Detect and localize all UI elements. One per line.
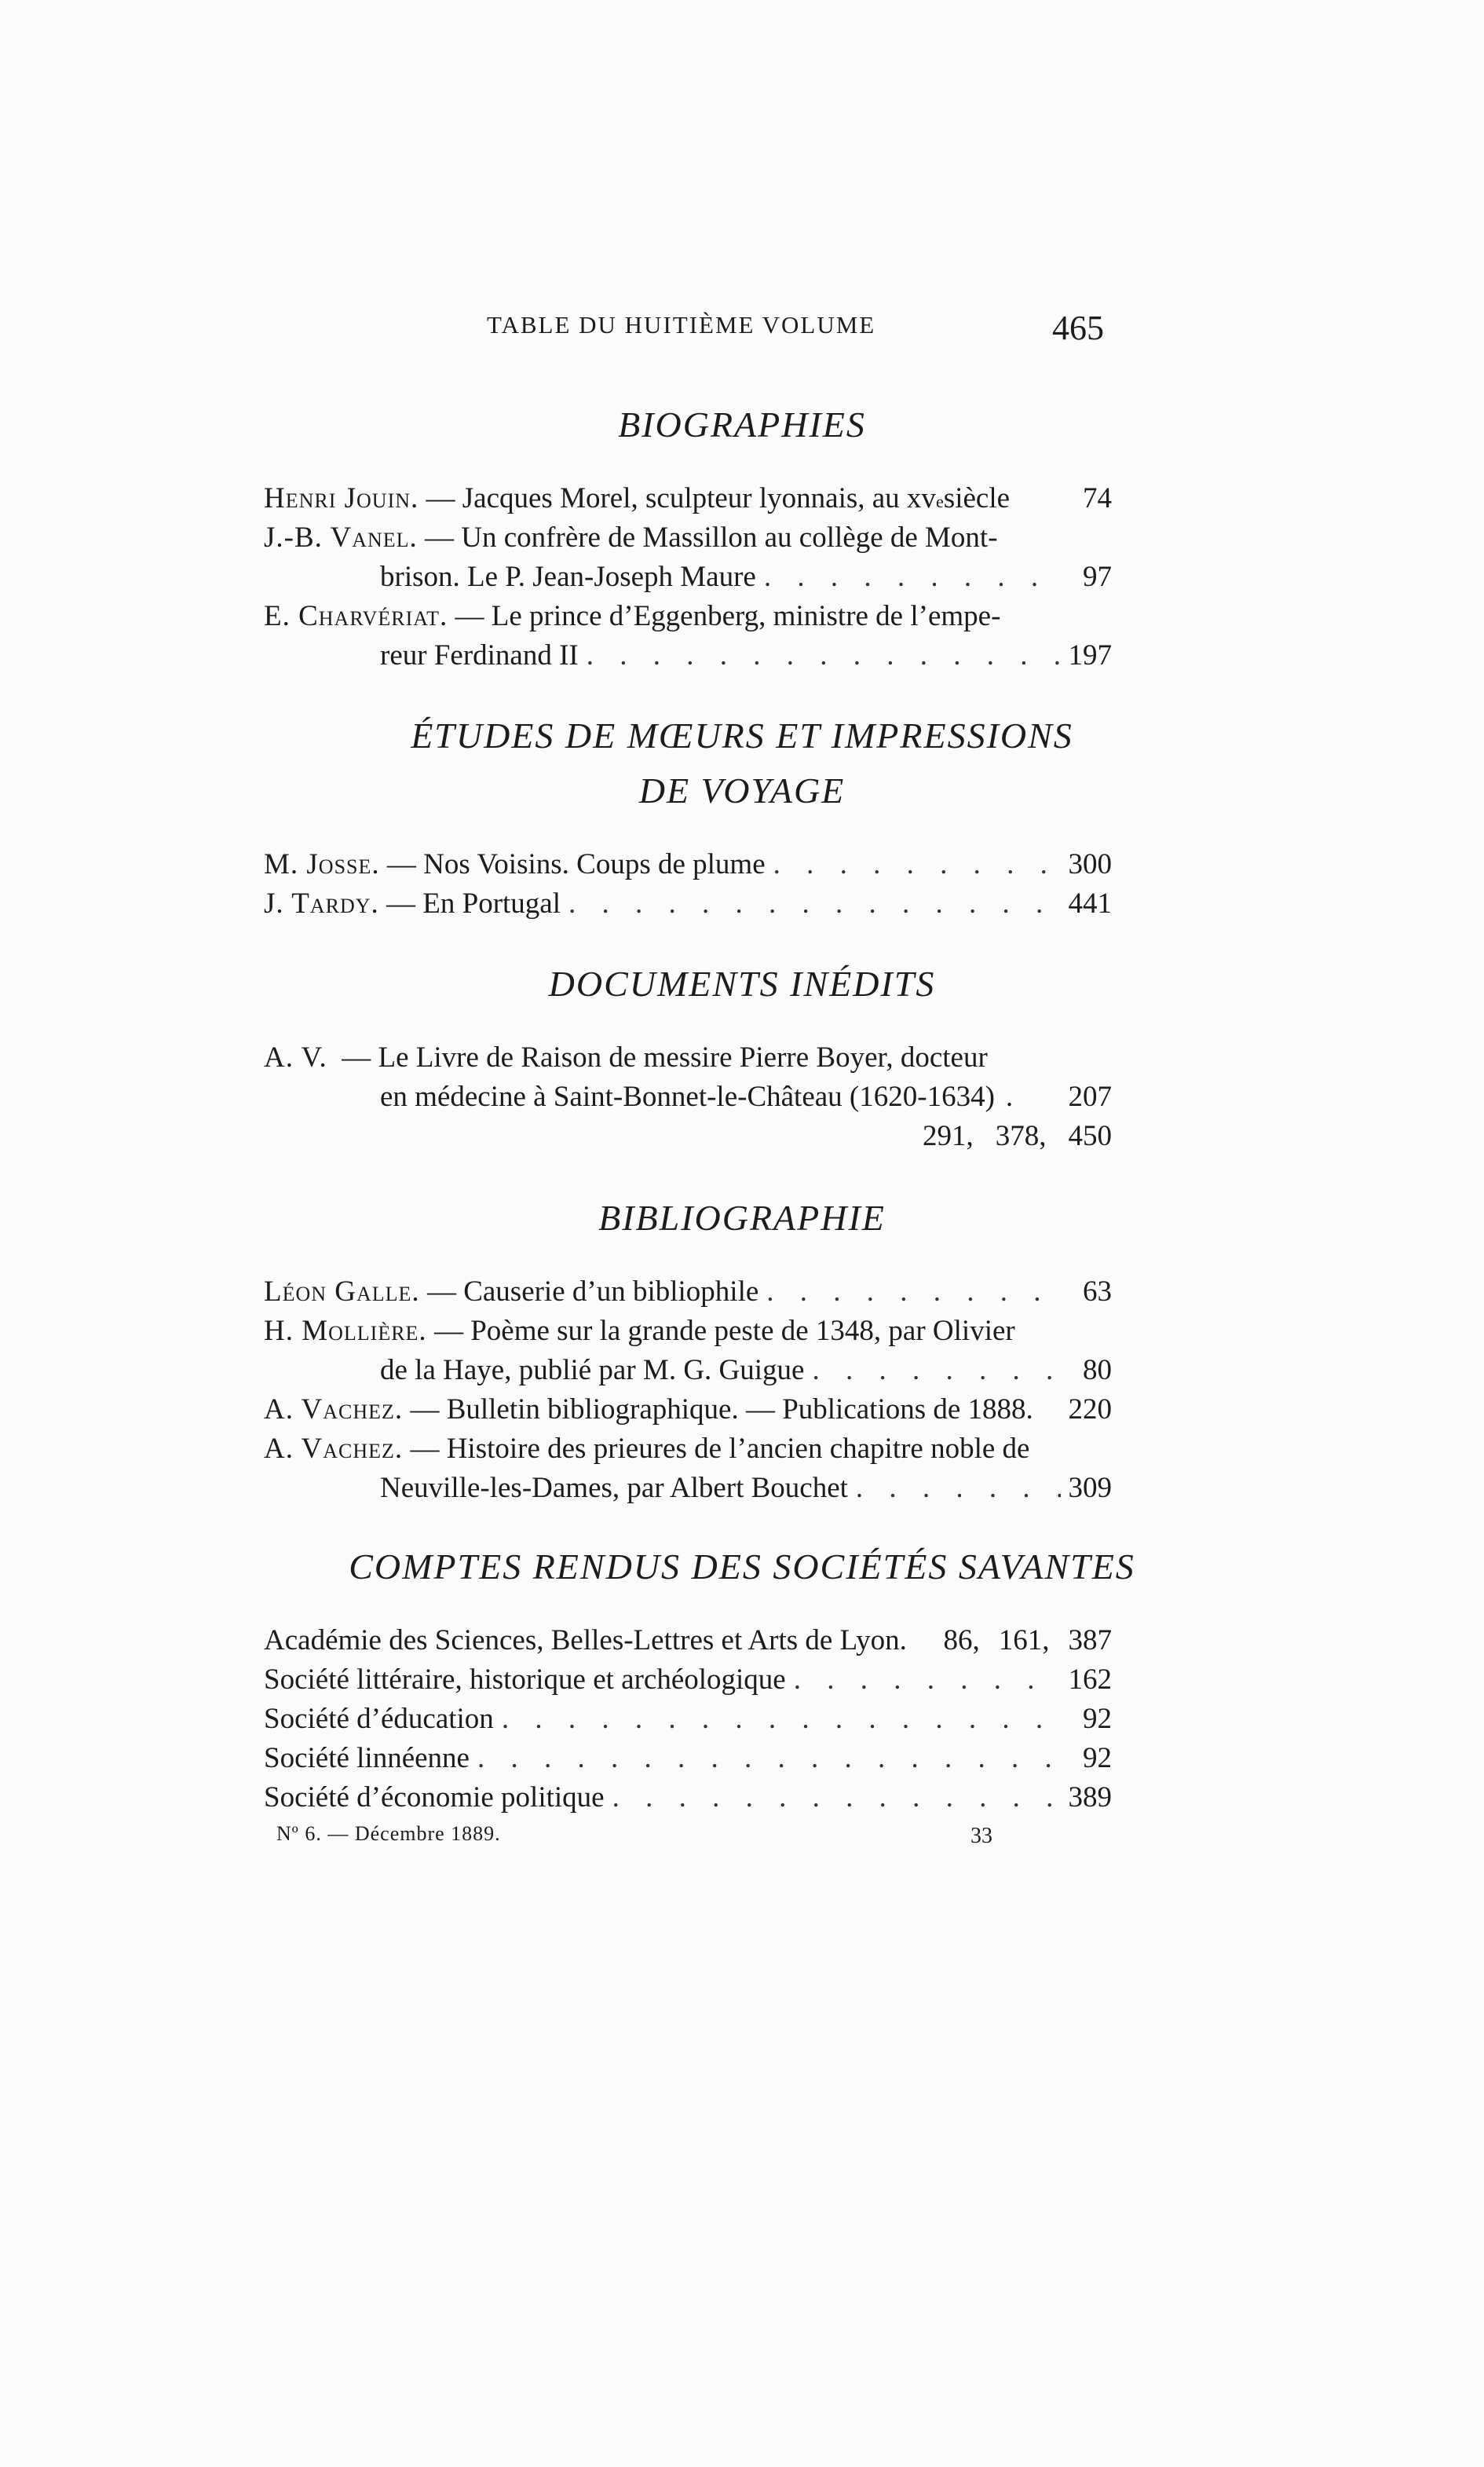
entry-title: Société d’éducation: [264, 1703, 494, 1735]
leader-dots: [764, 558, 1066, 597]
entry-title: — Causerie d’un bibliophile: [426, 1276, 759, 1308]
entry-title: Académie des Sciences, Belles-Lettres et Arts de Lyon.: [264, 1624, 907, 1656]
entry-author: A. Vachez.: [264, 1393, 404, 1426]
entry-line: [264, 479, 1112, 522]
toc-entry: [264, 518, 1112, 597]
entry-line: [264, 1312, 1112, 1351]
section-title-biographies: BIOGRAPHIES: [618, 404, 866, 445]
entry-author: Henri Jouin.: [264, 482, 419, 514]
entry-line: [264, 1778, 1112, 1817]
leader-dots: [794, 1660, 1061, 1700]
toc-entry: [264, 1429, 1112, 1508]
entry-page: 207: [1068, 1081, 1112, 1113]
leader-dots: [587, 636, 1061, 675]
entry-superscript: e: [935, 492, 944, 511]
entry-title: — Jacques Morel, sculpteur lyonnais, au xv: [426, 482, 936, 514]
entry-line: [264, 1038, 1112, 1078]
entry-title: — Histoire des prieures de l’ancien chapitre noble de: [410, 1433, 1030, 1465]
entry-author: H. Mollière.: [264, 1315, 427, 1347]
entry-line: [264, 845, 1112, 884]
entry-page: 309: [1068, 1472, 1112, 1504]
entry-line: [264, 1660, 1112, 1700]
entry-title: — Un confrère de Massillon au collège de Mont-: [425, 522, 998, 554]
leader-dots: [477, 1739, 1066, 1778]
leader-dots: [856, 1469, 1061, 1508]
leader-dots: [766, 1272, 1066, 1312]
leader-dots: [568, 884, 1061, 924]
entry-title-cont: reur Ferdinand II: [380, 639, 579, 672]
page-number: 465: [1052, 309, 1104, 347]
section-title-comptes: COMPTES RENDUS DES SOCIÉTÉS SAVANTES: [349, 1546, 1135, 1587]
issue-footer: Nº 6. — Décembre 1889.: [276, 1822, 501, 1845]
toc-entry: [264, 1700, 1112, 1739]
entry-title-cont: de la Haye, publié par M. G. Guigue: [380, 1354, 805, 1386]
entry-page: 80: [1083, 1354, 1112, 1386]
entry-author: A. V.: [264, 1041, 327, 1074]
running-title: TABLE DU HUITIÈME VOLUME: [487, 311, 876, 339]
entry-line: [264, 1621, 1112, 1660]
entry-title: — Le prince d’Eggenberg, ministre de l’empe-: [455, 600, 1001, 632]
entry-page: 378,: [995, 1120, 1047, 1152]
entry-title: Société littéraire, historique et archéologique: [264, 1664, 786, 1696]
entry-title-end: siècle: [943, 482, 1011, 514]
entry-page: 197: [1068, 639, 1112, 672]
entry-title: — Bulletin bibliographique. — Publications de 1888.: [410, 1393, 1033, 1426]
section-title-bibliographie: BIBLIOGRAPHIE: [598, 1198, 886, 1238]
entry-page: 389: [1068, 1781, 1112, 1814]
entry-page: 300: [1068, 848, 1112, 880]
entry-page: 387: [1068, 1624, 1112, 1656]
entry-title: — En Portugal: [386, 888, 561, 920]
entry-line: [264, 518, 1112, 558]
section-title-etudes: ÉTUDES DE MŒURS ET IMPRESSIONS: [411, 716, 1073, 756]
entry-title: Société linnéenne: [264, 1742, 470, 1774]
entry-page: 441: [1068, 888, 1112, 920]
toc-entry: [264, 479, 1112, 522]
entry-line: [264, 884, 1112, 924]
toc-entry: [264, 1312, 1112, 1390]
entry-page: 97: [1083, 561, 1112, 593]
entry-page: 161,: [998, 1624, 1050, 1656]
toc-entry: [264, 1272, 1112, 1312]
leader-dots: [612, 1778, 1061, 1817]
entry-line: [264, 558, 1112, 597]
entry-title-cont: brison. Le P. Jean-Joseph Maure: [380, 561, 756, 593]
toc-entry: [264, 1660, 1112, 1700]
toc-entry: [264, 1390, 1112, 1429]
toc-entry: [264, 1038, 1112, 1156]
entry-line: [264, 1272, 1112, 1312]
entry-line: [264, 1351, 1112, 1390]
entry-line: [264, 597, 1112, 636]
entry-page: 92: [1083, 1742, 1112, 1774]
entry-page: 220: [1068, 1393, 1112, 1426]
section-title-etudes-cont: DE VOYAGE: [638, 770, 846, 811]
toc-entry: [264, 884, 1112, 924]
entry-line: [264, 1429, 1112, 1469]
leader-dots: [773, 845, 1061, 884]
entry-page: 63: [1083, 1276, 1112, 1308]
entry-author: A. Vachez.: [264, 1433, 404, 1465]
entry-line: [264, 1739, 1112, 1778]
entry-author: J. Tardy.: [264, 888, 379, 920]
leader-dots: [502, 1700, 1066, 1739]
entry-page: 86,: [943, 1624, 980, 1656]
leader-dots: [812, 1351, 1066, 1390]
toc-entry: [264, 1739, 1112, 1778]
entry-author: E. Charvériat.: [264, 600, 448, 632]
entry-additional-pages: [264, 1117, 1112, 1156]
toc-entry: [264, 845, 1112, 884]
entry-page: 74: [1083, 482, 1112, 514]
toc-entry: [264, 1778, 1112, 1817]
entry-line: [264, 1469, 1112, 1508]
signature-mark: 33: [970, 1824, 992, 1848]
entry-line: en médecine à Saint-Bonnet-le-Château (1620-1634) . 207: [264, 1078, 1112, 1117]
entry-page: 92: [1083, 1703, 1112, 1735]
entry-title: — Poème sur la grande peste de 1348, par Olivier: [433, 1315, 1015, 1347]
entry-line: [264, 1700, 1112, 1739]
entry-page: 450: [1068, 1120, 1112, 1152]
entry-page: 291,: [923, 1120, 974, 1152]
toc-entry: [264, 597, 1112, 675]
entry-author: M. Josse.: [264, 848, 380, 880]
toc-entry: [264, 1621, 1112, 1660]
entry-title-cont: Neuville-les-Dames, par Albert Bouchet: [380, 1472, 848, 1504]
entry-title: — Nos Voisins. Coups de plume: [386, 848, 766, 880]
entry-author: J.-B. Vanel.: [264, 522, 418, 554]
entry-author: Léon Galle.: [264, 1276, 420, 1308]
section-title-documents: DOCUMENTS INÉDITS: [548, 964, 936, 1004]
entry-title: — Le Livre de Raison de messire Pierre Boyer, docteur: [342, 1041, 988, 1074]
entry-line: [264, 636, 1112, 675]
entry-title: Société d’économie politique: [264, 1781, 605, 1814]
entry-line: [264, 1390, 1112, 1429]
entry-title-cont: en médecine à Saint-Bonnet-le-Château (1620-1634): [380, 1081, 995, 1113]
entry-page: 162: [1068, 1664, 1112, 1696]
